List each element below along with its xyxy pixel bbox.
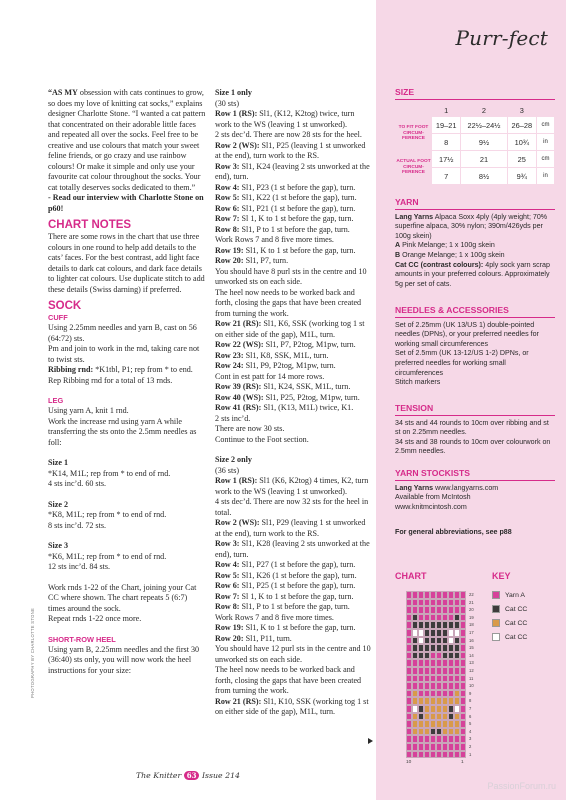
instruction-row	[215, 602, 373, 613]
instruction-row	[215, 130, 373, 141]
cuff-step: Using 2.25mm needles and yarn B, cast on 56 (64:72) sts.	[48, 323, 197, 343]
watermark: PassionForum.ru	[487, 781, 556, 791]
yarn-brand: Lang Yarns	[395, 212, 434, 221]
leg-step: Work the increase rnd using yarn A while transferring the sts onto the 2.5mm needles as foll:	[48, 416, 197, 447]
row-text: Sl1, P21 (1 st before the gap), turn.	[239, 203, 356, 213]
chart-row-number: 15	[469, 645, 474, 651]
chart-row-number: 11	[469, 675, 474, 681]
row-label: Row 6:	[215, 203, 240, 213]
key-item	[492, 619, 527, 627]
chart-cell	[460, 682, 466, 690]
yarn-line	[395, 213, 555, 242]
size1-step: 4 sts inc’d. 60 sts.	[48, 479, 107, 488]
chart-row-number: 1	[469, 751, 472, 757]
cuff-step: Rep Ribbing rnd for a total of 13 rnds.	[48, 375, 173, 385]
key-item	[492, 605, 527, 613]
key-item	[492, 591, 525, 599]
instruction-row	[215, 109, 373, 130]
chart-row-number: 3	[469, 736, 472, 742]
footer-magazine: The Knitter	[135, 771, 182, 780]
tension-line: 34 sts and 44 rounds to 10cm over ribbing and st st on 2.25mm needles.	[395, 418, 549, 437]
instruction-row	[215, 613, 373, 624]
size-heading: SIZE	[395, 88, 555, 100]
row-label: Row 19:	[215, 245, 244, 255]
key-label: Cat CC	[505, 619, 528, 627]
key-label: Cat CC	[505, 605, 528, 613]
size-cell: 7	[432, 168, 461, 185]
row-text: Sl1, P23 (1 st before the gap), turn.	[239, 182, 356, 192]
key-heading: KEY	[492, 571, 511, 581]
row-label: Row 2 (WS):	[215, 518, 260, 527]
row-text: Sl1, K8, SSK, M1L, turn.	[243, 350, 329, 360]
chart-row-number: 20	[469, 607, 474, 613]
size-unit: in	[537, 168, 555, 185]
instruction-row	[215, 288, 373, 320]
yarn-a-label: A	[395, 241, 401, 250]
chart-row-number: 12	[469, 668, 474, 673]
size-cell: 25	[507, 151, 536, 168]
chart-cell	[460, 743, 466, 751]
chart-row-number: 7	[469, 706, 472, 711]
row-text: Work Rows 7 and 8 five more times.	[215, 235, 334, 244]
size-row-label: ACTUAL FOOT CIRCUM-FERENCE	[396, 151, 432, 185]
row-label: Row 24:	[215, 361, 244, 370]
chart-cell	[460, 697, 466, 705]
instruction-row	[215, 424, 373, 435]
yarn-a-desc: Pink Melange; 1 x 100g skein	[400, 241, 495, 250]
row-label: Row 5:	[215, 570, 240, 580]
row-text: Sl1, K to 1 st before the gap, turn.	[243, 623, 356, 632]
chart-cell	[460, 675, 466, 683]
instruction-row	[215, 361, 373, 372]
interview-note: - Read our interview with Charlotte Stone on p60!	[48, 193, 204, 213]
intro-text: obsession with cats continues to grow, so does my love of knitting cat socks,” explains designer Charlotte Stone. “I wanted a cat pattern that concentrated on their adorable little faces and repeated all over the socks. Feel free to be creative and use colours that match your sweet feline friends, or go crazy and use rainbow colours! Or make it simple and only use your favourite cat colour throughout the socks. Your cat totally deserves socks dedicated to them.”	[48, 88, 206, 192]
size2-step: 8 sts inc’d. 72 sts.	[48, 520, 107, 530]
instruction-row	[215, 246, 373, 257]
size-unit: cm	[537, 117, 555, 134]
row-text: Sl1, K6, SSK (working tog 1 st on either side of the gap), M1L, turn.	[215, 319, 365, 339]
yarn-line	[395, 241, 555, 251]
needles-heading: NEEDLES & ACCESSORIES	[395, 306, 555, 318]
stockists-section	[395, 469, 555, 512]
size2-heading: Size 2	[48, 499, 69, 509]
row-text: Sl1, P to 1 st before the gap, turn.	[239, 602, 350, 611]
instruction-row	[215, 162, 373, 183]
tension-line: 34 sts and 38 rounds to 10cm over colourwork on 2.5mm needles.	[395, 437, 551, 456]
row-label: Row 3:	[215, 161, 240, 171]
yarn-cc-desc: 4ply sock yarn scrap amounts in your preferred colours. Approximately 5g per set of cats.	[395, 260, 550, 288]
size-cell: 10¾	[507, 134, 536, 151]
instruction-row	[215, 571, 373, 582]
row-text: Sl1, K10, SSK (working tog 1 st on either side of the gap), M1L, turn.	[215, 696, 369, 716]
instruction-row	[215, 414, 373, 425]
size-cell: 8	[432, 134, 461, 151]
stockist-line	[395, 484, 555, 494]
size-cell: 17½	[432, 151, 461, 168]
row-text: Sl1, P7, turn.	[243, 256, 289, 265]
size2-only-heading: Size 2 only	[215, 455, 252, 464]
chart-row-number: 8	[469, 698, 472, 704]
size1-heading: Size 1	[48, 458, 69, 467]
key-label: Cat CC	[505, 633, 528, 641]
chart-cell	[460, 751, 466, 759]
leg-heading: LEG	[48, 396, 64, 405]
size-table	[395, 104, 555, 185]
chart-row-number: 18	[469, 622, 474, 628]
row-label: Row 21 (RS):	[215, 696, 262, 706]
column-middle	[215, 88, 373, 718]
instruction-row	[215, 235, 373, 246]
row-text: You should have 12 purl sts in the centre and 10 unworked sts on each side.	[215, 644, 371, 664]
row-text: Sl1, P29 (leaving 1 st unworked at the end), turn work to the RS.	[215, 518, 366, 538]
yarn-b-label: B	[395, 250, 401, 259]
chart-notes-text: There are some rows in the chart that use three colours in one round to help add details to the cats’ faces. For the best contrast, add light face details to dark cat colours, and dark face details to lighter cat colours. Use duplicate stitch to add these details (Swiss darning) if preferred.	[48, 232, 205, 294]
row-text: Sl1, K26 (1 st before the gap), turn.	[239, 570, 357, 580]
row-text: Sl1, (K13, M1L) twice, K1.	[261, 403, 354, 412]
needles-line: Stitch markers	[395, 378, 441, 387]
page-title: Purr-fect	[455, 26, 548, 50]
chart-cell	[460, 637, 466, 645]
photo-credit: PHOTOGRAPHY BY CHARLOTTE STONE	[30, 607, 35, 698]
size3-step: 12 sts inc’d. 84 sts.	[48, 562, 111, 571]
row-text: Sl1, K22 (1 st before the gap), turn.	[239, 193, 357, 202]
row-label: Row 7:	[215, 591, 240, 601]
chart-row-number: 9	[469, 690, 472, 696]
row-label: Row 19:	[215, 623, 244, 632]
row-label: Row 23:	[215, 350, 244, 360]
key-label: Yarn A	[505, 591, 525, 599]
chart-cell	[460, 621, 466, 629]
yarn-cc-label: Cat CC (contrast colours):	[395, 260, 484, 269]
instruction-row	[215, 372, 373, 383]
instruction-row	[215, 665, 373, 697]
key-swatch	[492, 591, 500, 599]
cuff-step	[48, 365, 206, 376]
row-text: 2 sts inc’d.	[215, 413, 251, 423]
chart-cell	[460, 720, 466, 728]
instruction-row	[215, 141, 373, 162]
chart-cell	[460, 705, 466, 713]
instruction-row	[215, 214, 373, 225]
instruction-row	[215, 393, 373, 404]
chart-cell	[460, 606, 466, 614]
instruction-row	[215, 697, 373, 718]
heel-intro: Using yarn B, 2.25mm needles and the first 30 (36:40) sts only, you will now work the heel instructions for your size:	[48, 644, 200, 675]
row-text: Cont in est patt for 14 more rows.	[215, 371, 325, 381]
size3-step: *K6, M1L; rep from * to end of rnd.	[48, 551, 167, 561]
chart-cell	[460, 735, 466, 743]
instruction-row	[215, 560, 373, 571]
instruction-row	[215, 435, 373, 446]
size-row	[396, 151, 555, 168]
row-label: Row 22 (WS):	[215, 340, 264, 349]
row-text: Sl1, P11, turn.	[243, 633, 292, 643]
row-label: Row 3:	[215, 539, 240, 548]
chart-row-number: 5	[469, 721, 472, 727]
chart-col-number: 10	[406, 760, 412, 766]
chart-row-number: 10	[469, 683, 474, 689]
row-label: Row 40 (WS):	[215, 392, 264, 402]
size-cell: 19–21	[432, 117, 461, 134]
intro-lead: “AS MY	[48, 88, 78, 97]
row-label: Row 20:	[215, 633, 244, 643]
key-swatch	[492, 633, 500, 641]
needles-line: Set of 2.5mm (UK 13-12/US 1-2) DPNs, or preferred needles for working small circumferences	[395, 349, 529, 377]
chart-cell	[460, 599, 466, 607]
chart-cell	[460, 713, 466, 721]
size1-step: *K14, M1L; rep from * to end of rnd.	[48, 468, 171, 478]
chart-row-number: 21	[469, 599, 474, 605]
size-cell: 8½	[461, 168, 507, 185]
row-text: Sl 1, K to 1 st before the gap, turn.	[239, 214, 354, 223]
row-label: Row 8:	[215, 224, 240, 234]
size-cell: 26–28	[507, 117, 536, 134]
size-unit: in	[537, 134, 555, 151]
chart-row-number: 16	[469, 637, 474, 643]
continue-arrow-icon	[368, 738, 373, 744]
instruction-row	[215, 256, 373, 267]
tension-section	[395, 404, 555, 457]
row-text: Sl1, P27 (1 st before the gap), turn.	[239, 560, 356, 569]
instruction-row	[215, 204, 373, 215]
chart-instruction: Repeat rnds 1-22 once more.	[48, 614, 142, 623]
size3-heading: Size 3	[48, 541, 69, 550]
chart-cell	[460, 690, 466, 698]
row-text: Sl 1, K to 1 st before the gap, turn.	[239, 591, 354, 601]
instruction-row	[215, 644, 373, 665]
leg-step: Using yarn A, knit 1 rnd.	[48, 406, 129, 415]
chart-row-number: 13	[469, 660, 474, 666]
size-cell: 9½	[461, 134, 507, 151]
instruction-row	[215, 581, 373, 592]
chart-cell	[460, 659, 466, 667]
chart-cell	[460, 652, 466, 660]
cuff-heading: CUFF	[48, 313, 68, 322]
chart-row-number: 19	[469, 614, 474, 620]
instruction-row	[215, 225, 373, 236]
yarn-b-desc: Orange Melange; 1 x 100g skein	[400, 250, 505, 259]
key-swatch	[492, 605, 500, 613]
instruction-row	[215, 634, 373, 645]
row-text: Work Rows 7 and 8 five more times.	[215, 612, 334, 622]
yarn-desc: Alpaca Soxx 4ply (4ply weight; 70% superfine alpaca, 30% nylon; 390m/426yds per 100g skein)	[395, 212, 548, 240]
ribbing-text: *K1tbl, P1; rep from * to end.	[93, 365, 193, 374]
row-label: Row 1 (RS):	[215, 109, 258, 118]
row-label: Row 4:	[215, 560, 240, 569]
chart-cell	[460, 644, 466, 652]
size-cell: 22½–24½	[461, 117, 507, 134]
instruction-row	[215, 592, 373, 603]
chart-row-number: 14	[469, 652, 474, 658]
row-text: Sl1, P25 (1 st before the gap), turn.	[239, 581, 356, 590]
instruction-row	[215, 518, 373, 539]
chart-instruction: Work rnds 1-22 of the Chart, joining your Cat CC where shown. The chart repeats 5 (6:7) times around the sock.	[48, 582, 197, 613]
instruction-row	[215, 267, 373, 288]
cuff-step: Pm and join to work in the rnd, taking care not to twist sts.	[48, 344, 200, 364]
chart-row-number: 4	[469, 728, 472, 734]
intro-paragraph	[48, 88, 206, 193]
size-number: 3	[507, 105, 536, 117]
row-text: Sl1, K24 (leaving 2 sts unworked at the end), turn.	[215, 161, 370, 181]
row-label: Row 6:	[215, 581, 240, 590]
sock-heading: SOCK	[48, 300, 82, 312]
size-row-label: TO FIT FOOT CIRCUM-FERENCE	[396, 117, 432, 151]
row-text: Sl1, P25 (leaving 1 st unworked at the end), turn work to the RS.	[215, 140, 366, 160]
footer-page-number: 63	[184, 771, 200, 780]
row-label: Row 5:	[215, 193, 240, 202]
row-label: Row 7:	[215, 214, 240, 223]
row-text: Sl1, P7, P2tog, M1pw, turn.	[263, 340, 356, 349]
size-section	[395, 88, 555, 103]
size-unit: cm	[537, 151, 555, 168]
stockist-line: Available from McIntosh	[395, 493, 471, 502]
size2-rows	[215, 476, 373, 718]
size-number: 1	[432, 105, 461, 117]
size2-stitches: (36 sts)	[215, 465, 240, 475]
row-text: Sl1 (K6, K2tog) 4 times, K2, turn work to the WS (leaving 1 st unworked).	[215, 476, 369, 496]
abbreviations-note: For general abbreviations, see p88	[395, 528, 512, 536]
size1-rows	[215, 109, 373, 445]
stockist-line: www.knitmcintosh.com	[395, 502, 467, 511]
row-text: The heel now needs to be worked back and forth, closing the gaps that have been created from turning the work.	[215, 287, 362, 318]
chart-heading: CHART	[395, 571, 427, 581]
column-left	[48, 88, 206, 676]
row-text: Sl1, K24, SSK, M1L, turn.	[261, 382, 351, 391]
stockists-heading: YARN STOCKISTS	[395, 469, 555, 481]
row-label: Row 2 (WS):	[215, 140, 260, 150]
size-row	[396, 117, 555, 134]
row-text: You should have 8 purl sts in the centre and 10 unworked sts on each side.	[215, 266, 367, 286]
key-swatch	[492, 619, 500, 627]
chart-row-number: 17	[469, 630, 474, 635]
row-text: Sl1, K28 (leaving 2 sts unworked at the end), turn.	[215, 539, 370, 559]
instruction-row	[215, 319, 373, 340]
row-text: Sl1, (K12, K2tog) twice, turn work to the WS (leaving 1 st unworked).	[215, 109, 355, 129]
chart-cell	[460, 667, 466, 675]
yarn-line	[395, 251, 555, 261]
row-label: Row 21 (RS):	[215, 319, 262, 328]
heel-heading: SHORT-ROW HEEL	[48, 634, 116, 644]
chart-notes-heading: CHART NOTES	[48, 219, 132, 231]
chart-cell	[460, 591, 466, 599]
row-text: Sl1, P9, P2tog, M1pw, turn.	[243, 361, 336, 370]
instruction-row	[215, 403, 373, 414]
row-text: Sl1, K to 1 st before the gap, turn.	[243, 245, 356, 255]
row-label: Row 1 (RS):	[215, 476, 258, 485]
row-text: 4 sts dec’d. There are now 32 sts for the heel in total.	[215, 497, 369, 517]
instruction-row	[215, 382, 373, 393]
size1-only-heading: Size 1 only	[215, 88, 252, 97]
row-label: Row 4:	[215, 182, 240, 192]
needles-section	[395, 306, 555, 388]
chart-cell	[460, 614, 466, 622]
stockist-brand: Lang Yarns	[395, 483, 434, 492]
instruction-row	[215, 539, 373, 560]
instruction-row	[215, 476, 373, 497]
size-number: 2	[461, 105, 507, 117]
yarn-line	[395, 261, 555, 290]
size-cell: 9¾	[507, 168, 536, 185]
stockist-url: www.langyarns.com	[433, 483, 499, 492]
instruction-row	[215, 183, 373, 194]
row-text: 2 sts dec’d. There are now 28 sts for the heel.	[215, 130, 362, 139]
row-label: Row 8:	[215, 602, 240, 611]
tension-heading: TENSION	[395, 404, 555, 416]
ribbing-label: Ribbing rnd:	[48, 365, 94, 374]
row-label: Row 39 (RS):	[215, 382, 262, 391]
page-footer	[0, 771, 376, 780]
chart-row-number: 6	[469, 713, 472, 719]
instruction-row	[215, 497, 373, 518]
row-label: Row 41 (RS):	[215, 403, 262, 412]
instruction-row	[215, 340, 373, 351]
row-text: The heel now needs to be worked back and forth, closing the gaps that have been created from turning the work.	[215, 665, 362, 695]
size-cell: 21	[461, 151, 507, 168]
chart-col-number: 1	[461, 760, 464, 766]
row-text: Sl1, P25, P2tog, M1pw, turn.	[263, 392, 360, 402]
size-number-row	[396, 105, 555, 117]
chart-cell	[460, 728, 466, 736]
chart-cell	[460, 629, 466, 637]
instruction-row	[215, 351, 373, 362]
yarn-section	[395, 198, 555, 289]
size2-step: *K8, M1L; rep from * to end of rnd.	[48, 510, 167, 519]
size1-stitches: (30 sts)	[215, 98, 240, 108]
chart-row-number: 2	[469, 744, 472, 749]
yarn-heading: YARN	[395, 198, 555, 210]
row-text: Sl1, P to 1 st before the gap, turn.	[239, 224, 350, 234]
row-label: Row 20:	[215, 256, 244, 265]
instruction-row	[215, 193, 373, 204]
row-text: There are now 30 sts.	[215, 424, 285, 433]
row-text: Continue to the Foot section.	[215, 434, 309, 444]
footer-issue: Issue 214	[201, 771, 241, 780]
chart-row-number: 22	[469, 592, 474, 597]
key-item	[492, 633, 527, 641]
instruction-row	[215, 623, 373, 634]
needles-line: Set of 2.25mm (UK 13/US 1) double-pointed needles (DPNs), or your preferred needles for working small circumferences	[395, 320, 539, 348]
